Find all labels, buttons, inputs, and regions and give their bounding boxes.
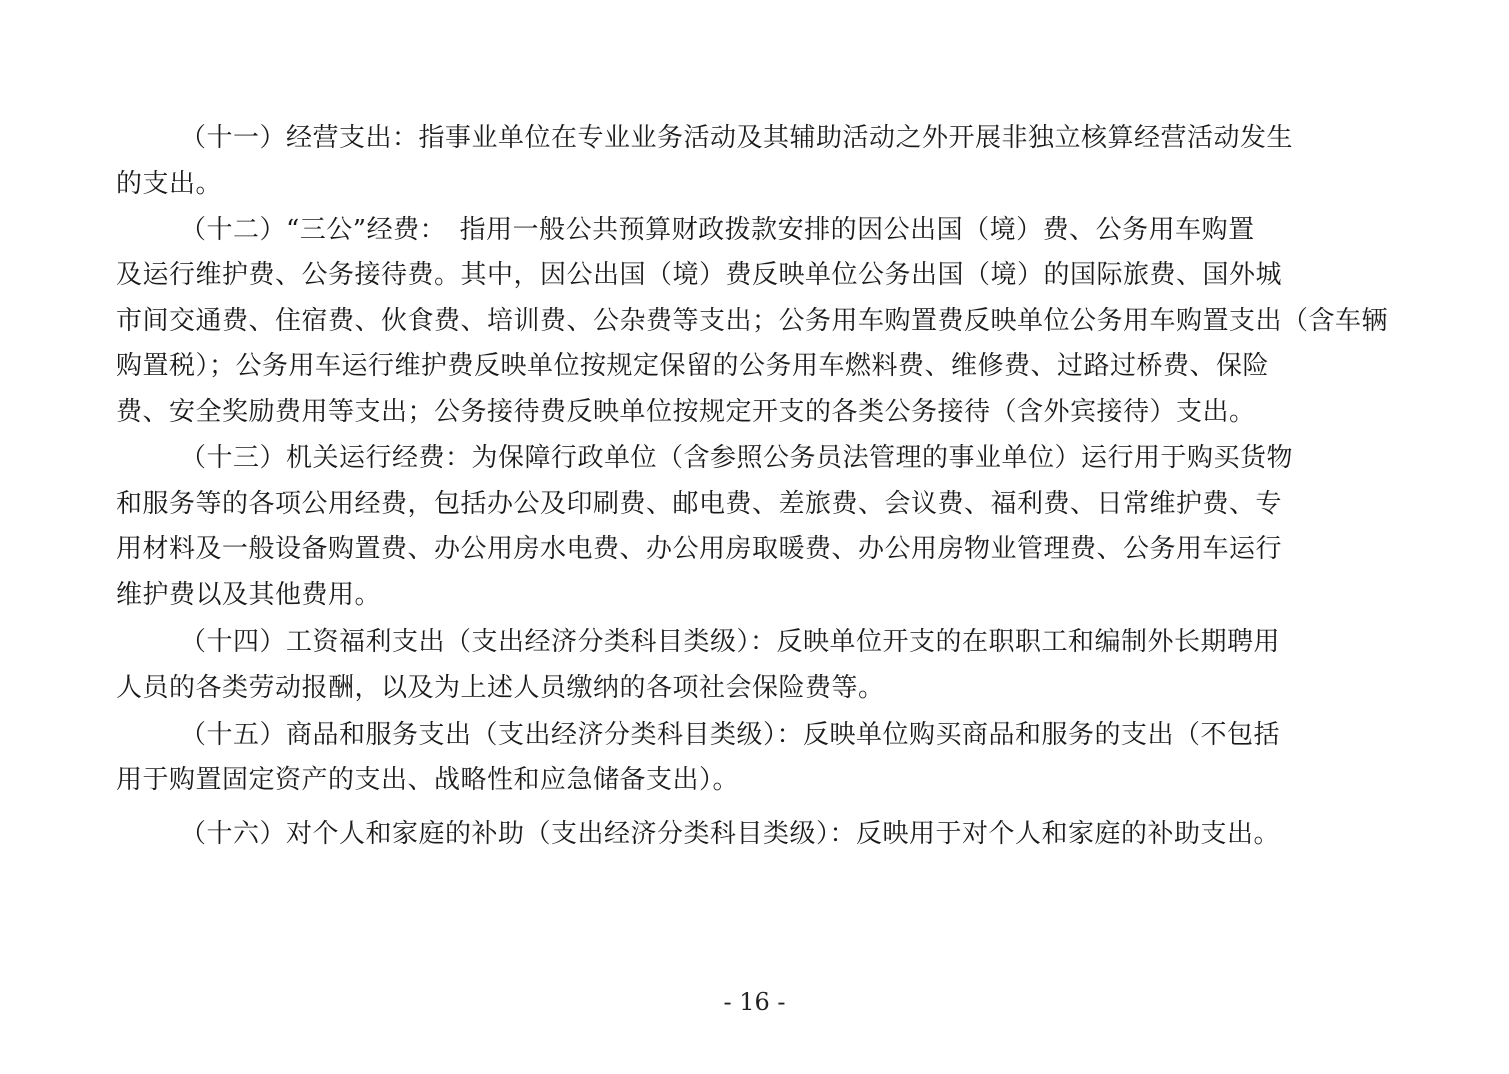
paragraph-15-line-2: 用于购置固定资产的支出、战略性和应急储备支出）。 [116, 765, 740, 795]
paragraph-13-line-2: 和服务等的各项公用经费，包括办公及印刷费、邮电费、差旅费、会议费、福利费、日常维护费、专 [116, 489, 1283, 519]
paragraph-15-line-1: （十五）商品和服务支出（支出经济分类科目类级）：反映单位购买商品和服务的支出（不包括 [180, 720, 1281, 750]
paragraph-12-line-3: 市间交通费、住宿费、伙食费、培训费、公杂费等支出；公务用车购置费反映单位公务用车购置支出（含车辆 [116, 306, 1389, 336]
paragraph-12-line-2: 及运行维护费、公务接待费。其中，因公出国（境）费反映单位公务出国（境）的国际旅费、国外城 [116, 260, 1283, 290]
paragraph-12-line-5: 费、安全奖励费用等支出；公务接待费反映单位按规定开支的各类公务接待（含外宾接待）支出。 [116, 397, 1256, 427]
paragraph-11-line-1: （十一）经营支出：指事业单位在专业业务活动及其辅助活动之外开展非独立核算经营活动发生 [180, 123, 1294, 153]
page-number: - 16 - [723, 988, 786, 1016]
paragraph-12-line-4: 购置税）；公务用车运行维护费反映单位按规定保留的公务用车燃料费、维修费、过路过桥费、保险 [116, 351, 1270, 381]
paragraph-13-line-1: （十三）机关运行经费：为保障行政单位（含参照公务员法管理的事业单位）运行用于购买货物 [180, 443, 1294, 473]
paragraph-12-line-1: （十二）“三公”经费： 指用一般公共预算财政拨款安排的因公出国（境）费、公务用车购置 [180, 215, 1255, 245]
paragraph-11-line-2: 的支出。 [116, 169, 223, 199]
paragraph-14-line-1: （十四）工资福利支出（支出经济分类科目类级）：反映单位开支的在职职工和编制外长期聘用 [180, 627, 1281, 657]
paragraph-16-line-1: （十六）对个人和家庭的补助（支出经济分类科目类级）：反映用于对个人和家庭的补助支出。 [180, 819, 1281, 849]
paragraph-14-line-2: 人员的各类劳动报酬，以及为上述人员缴纳的各项社会保险费等。 [116, 673, 885, 703]
paragraph-13-line-3: 用材料及一般设备购置费、办公用房水电费、办公用房取暖费、办公用房物业管理费、公务用车运行 [116, 534, 1283, 564]
paragraph-13-line-4: 维护费以及其他费用。 [116, 580, 382, 610]
